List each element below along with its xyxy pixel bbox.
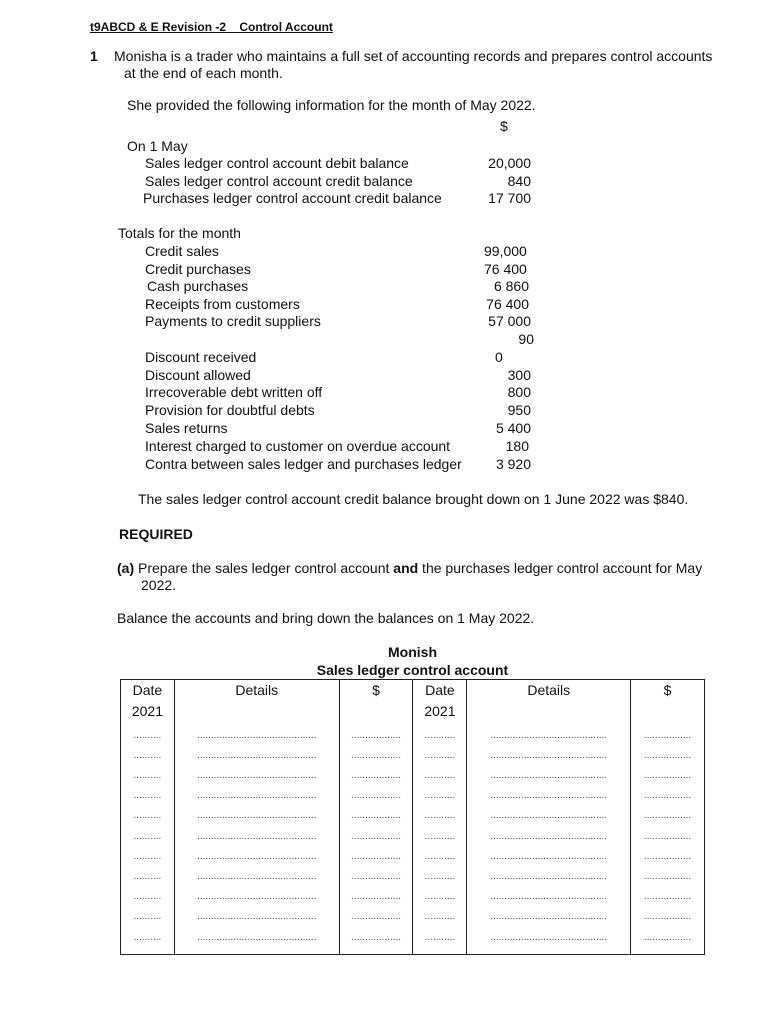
on-1-may-heading: On 1 May [127, 138, 188, 154]
part-a-text-end: the purchases ledger control account for May [418, 560, 703, 576]
totals-value: 800 [507, 384, 531, 400]
year-cell [174, 702, 339, 726]
account-owner: Monish [388, 644, 437, 660]
column-header-details: Details [467, 680, 631, 703]
entry-cell[interactable]: ........................................... [174, 806, 339, 826]
intro-line-2: at the end of each month. [124, 65, 283, 81]
balance-instruction: Balance the accounts and bring down the balances on 1 May 2022. [117, 610, 535, 626]
padding-cell [339, 948, 413, 955]
totals-label: Payments to credit suppliers [145, 313, 321, 329]
totals-value: 3 920 [495, 456, 531, 472]
table-row [121, 927, 705, 947]
part-a-line-1 [117, 560, 702, 577]
table-row [121, 867, 705, 887]
entry-cell[interactable]: ........................................... [174, 927, 339, 947]
column-header-amount: $ [631, 680, 705, 703]
totals-label: Credit sales [145, 243, 219, 259]
padding-cell [121, 948, 175, 955]
entry-cell[interactable]: ........... [413, 827, 467, 847]
entry-cell[interactable]: .......... [121, 907, 175, 927]
stray-value: 90 [518, 331, 534, 347]
entry-cell[interactable]: .................. [339, 786, 413, 806]
part-a-line-2: 2022. [141, 577, 177, 593]
totals-label: Irrecoverable debt written off [145, 384, 323, 400]
entry-cell[interactable]: .................. [339, 887, 413, 907]
entry-cell[interactable]: ........................................... [174, 786, 339, 806]
table-header-row [121, 680, 705, 703]
entry-cell[interactable]: ................. [631, 867, 705, 887]
table-row [121, 847, 705, 867]
entry-cell[interactable]: ........... [413, 726, 467, 746]
entry-cell[interactable]: ................. [631, 887, 705, 907]
entry-cell[interactable]: ........... [413, 786, 467, 806]
entry-cell[interactable]: ................. [631, 746, 705, 766]
entry-cell[interactable]: .......................................... [467, 726, 631, 746]
closing-note: The sales ledger control account credit balance brought down on 1 June 2022 was $840. [138, 491, 689, 507]
year-cell [467, 702, 631, 726]
entry-cell[interactable]: ........... [413, 806, 467, 826]
entry-cell[interactable]: ................. [631, 766, 705, 786]
entry-cell[interactable]: ........................................... [174, 907, 339, 927]
entry-cell[interactable]: .......................................... [467, 806, 631, 826]
entry-cell[interactable]: .......................................... [467, 907, 631, 927]
entry-cell[interactable]: ................. [631, 847, 705, 867]
document-header: t9ABCD & E Revision -2 _ Control Account [90, 20, 333, 34]
entry-cell[interactable]: .......... [121, 746, 175, 766]
totals-value: 950 [507, 402, 531, 418]
totals-label: Contra between sales ledger and purchases ledger [145, 456, 462, 472]
entry-cell[interactable]: .......................................... [467, 766, 631, 786]
totals-label: Sales returns [145, 420, 228, 436]
entry-cell[interactable]: .......................................... [467, 786, 631, 806]
part-a-label: (a) [117, 560, 135, 576]
entry-cell[interactable]: .......................................... [467, 847, 631, 867]
year-cell: 2021 [121, 702, 175, 726]
table-row [121, 907, 705, 927]
opening-label: Sales ledger control account credit balance [145, 173, 413, 189]
padding-cell [467, 948, 631, 955]
entry-cell[interactable]: ........... [413, 867, 467, 887]
table-row [121, 887, 705, 907]
question-number: 1 [90, 48, 98, 64]
entry-cell[interactable]: ........................................... [174, 867, 339, 887]
entry-cell[interactable]: .......... [121, 766, 175, 786]
stray-value: 0 [495, 349, 503, 365]
totals-label: Provision for doubtful debts [145, 402, 315, 418]
entry-cell[interactable]: .......................................... [467, 887, 631, 907]
entry-cell[interactable]: ................. [631, 827, 705, 847]
table-padding-row [121, 948, 705, 955]
entry-cell[interactable]: ........... [413, 847, 467, 867]
entry-cell[interactable]: .......................................... [467, 927, 631, 947]
totals-value: 76 400 [484, 261, 527, 277]
entry-cell[interactable]: ........................................... [174, 726, 339, 746]
intro-line-1: Monisha is a trader who maintains a full set of accounting records and prepares control accounts [114, 48, 713, 64]
entry-cell[interactable]: .................. [339, 847, 413, 867]
column-header-amount: $ [339, 680, 413, 703]
table-row [121, 726, 705, 746]
account-title: Sales ledger control account [316, 662, 509, 678]
year-cell [631, 702, 705, 726]
table-row [121, 746, 705, 766]
totals-value: 99,000 [484, 243, 527, 259]
opening-value: 17 700 [488, 190, 531, 206]
entry-cell[interactable]: ........................................... [174, 766, 339, 786]
required-heading: REQUIRED [119, 526, 193, 542]
entry-cell[interactable]: .................. [339, 927, 413, 947]
opening-label: Purchases ledger control account credit balance [143, 190, 442, 206]
totals-heading: Totals for the month [118, 225, 241, 241]
table-row [121, 827, 705, 847]
part-a-emphasis: and [393, 560, 419, 576]
part-a-text: Prepare the sales ledger control account [138, 560, 394, 576]
entry-cell[interactable]: ................. [631, 786, 705, 806]
padding-cell [631, 948, 705, 955]
totals-label: Discount received [145, 349, 257, 365]
totals-value: 300 [507, 367, 531, 383]
entry-cell[interactable]: .................. [339, 867, 413, 887]
table-row [121, 786, 705, 806]
entry-cell[interactable]: .......... [121, 827, 175, 847]
year-cell [339, 702, 413, 726]
totals-label: Cash purchases [147, 278, 249, 294]
entry-cell[interactable]: .......... [121, 867, 175, 887]
totals-value: 5 400 [495, 420, 531, 436]
entry-cell[interactable]: ................. [631, 806, 705, 826]
entry-cell[interactable]: .......... [121, 806, 175, 826]
entry-cell[interactable]: .................. [339, 726, 413, 746]
padding-cell [174, 948, 339, 955]
entry-cell[interactable]: .......... [121, 887, 175, 907]
totals-label: Discount allowed [145, 367, 251, 383]
entry-cell[interactable]: .......... [121, 847, 175, 867]
entry-cell[interactable]: ........................................... [174, 887, 339, 907]
column-header-date: Date [413, 680, 467, 703]
totals-value: 6 860 [493, 278, 529, 294]
year-row [121, 702, 705, 726]
totals-value: 76 400 [486, 296, 529, 312]
entry-cell[interactable]: .......................................... [467, 746, 631, 766]
year-cell: 2021 [413, 702, 467, 726]
entry-cell[interactable]: ........................................... [174, 746, 339, 766]
entry-cell[interactable]: .......................................... [467, 827, 631, 847]
provided-info: She provided the following information for the month of May 2022. [127, 97, 536, 113]
entry-cell[interactable]: .................. [339, 907, 413, 927]
entry-cell[interactable]: ........... [413, 766, 467, 786]
entry-cell[interactable]: .................. [339, 806, 413, 826]
entry-cell[interactable]: ........................................... [174, 827, 339, 847]
entry-cell[interactable]: ................. [631, 726, 705, 746]
entry-cell[interactable]: ........... [413, 927, 467, 947]
entry-cell[interactable]: .......... [121, 927, 175, 947]
totals-label: Receipts from customers [145, 296, 300, 312]
entry-cell[interactable]: .................. [339, 827, 413, 847]
totals-value: 57 000 [488, 313, 531, 329]
totals-label: Credit purchases [145, 261, 251, 277]
currency-header: $ [500, 118, 508, 134]
entry-cell[interactable]: ........... [413, 907, 467, 927]
entry-cell[interactable]: ........... [413, 746, 467, 766]
entry-cell[interactable]: .......... [121, 726, 175, 746]
table-row [121, 766, 705, 786]
entry-cell[interactable]: .......... [121, 786, 175, 806]
table-row [121, 806, 705, 826]
padding-cell [413, 948, 467, 955]
sales-ledger-control-account [120, 679, 705, 955]
entry-cell[interactable]: ........................................... [174, 847, 339, 867]
opening-value: 20,000 [488, 155, 531, 171]
column-header-date: Date [121, 680, 175, 703]
entry-cell[interactable]: ........... [413, 887, 467, 907]
totals-value: 180 [505, 438, 529, 454]
opening-value: 840 [507, 173, 531, 189]
totals-label: Interest charged to customer on overdue account [145, 438, 451, 454]
entry-cell[interactable]: .......................................... [467, 867, 631, 887]
entry-cell[interactable]: .................. [339, 746, 413, 766]
entry-cell[interactable]: .................. [339, 766, 413, 786]
entry-cell[interactable]: ................. [631, 927, 705, 947]
entry-cell[interactable]: ................. [631, 907, 705, 927]
column-header-details: Details [174, 680, 339, 703]
opening-label: Sales ledger control account debit balance [145, 155, 409, 171]
